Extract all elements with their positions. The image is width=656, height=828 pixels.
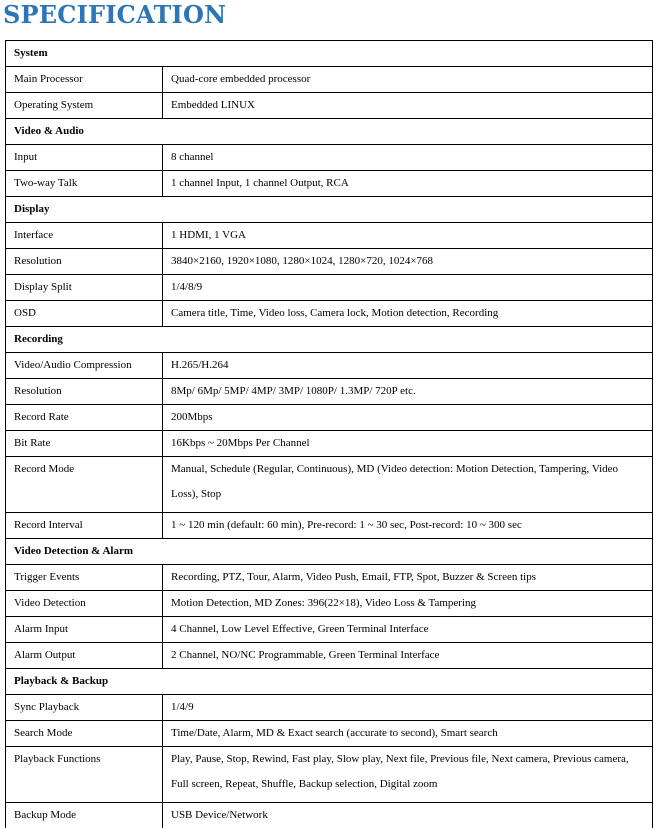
spec-value: Motion Detection, MD Zones: 396(22×18), Video Loss & Tampering	[163, 591, 653, 617]
spec-label: Video/Audio Compression	[6, 353, 163, 379]
spec-row	[6, 223, 653, 249]
spec-value: 1 channel Input, 1 channel Output, RCA	[163, 171, 653, 197]
spec-value: 200Mbps	[163, 405, 653, 431]
spec-label: Display Split	[6, 275, 163, 301]
spec-label: Interface	[6, 223, 163, 249]
spec-row	[6, 67, 653, 93]
spec-value: 1 ~ 120 min (default: 60 min), Pre-record: 1 ~ 30 sec, Post-record: 10 ~ 300 sec	[163, 513, 653, 539]
specification-table	[5, 40, 653, 828]
spec-label: Record Mode	[6, 457, 163, 513]
section-header-row	[6, 119, 653, 145]
spec-row	[6, 275, 653, 301]
spec-label: Trigger Events	[6, 565, 163, 591]
spec-value: H.265/H.264	[163, 353, 653, 379]
section-title: Video & Audio	[6, 119, 653, 145]
section-header-row	[6, 539, 653, 565]
spec-label: Video Detection	[6, 591, 163, 617]
spec-label: Alarm Output	[6, 643, 163, 669]
spec-row	[6, 695, 653, 721]
section-header-row	[6, 669, 653, 695]
section-title: Playback & Backup	[6, 669, 653, 695]
spec-row	[6, 353, 653, 379]
spec-value: 16Kbps ~ 20Mbps Per Channel	[163, 431, 653, 457]
spec-row	[6, 617, 653, 643]
spec-value: 4 Channel, Low Level Effective, Green Terminal Interface	[163, 617, 653, 643]
section-header-row	[6, 41, 653, 67]
spec-value: Play, Pause, Stop, Rewind, Fast play, Slow play, Next file, Previous file, Next camera, Previous camera, Full screen, Repeat, Shuffle, Backup selection, Digital zoom	[163, 747, 653, 803]
spec-value: 2 Channel, NO/NC Programmable, Green Terminal Interface	[163, 643, 653, 669]
spec-row	[6, 747, 653, 803]
spec-label: Resolution	[6, 379, 163, 405]
spec-row	[6, 405, 653, 431]
section-title: Display	[6, 197, 653, 223]
spec-label: Alarm Input	[6, 617, 163, 643]
spec-row	[6, 643, 653, 669]
spec-value: Manual, Schedule (Regular, Continuous), MD (Video detection: Motion Detection, Tampering, Video Loss), Stop	[163, 457, 653, 513]
spec-label: Record Interval	[6, 513, 163, 539]
spec-label: Bit Rate	[6, 431, 163, 457]
spec-row	[6, 249, 653, 275]
spec-value: Camera title, Time, Video loss, Camera lock, Motion detection, Recording	[163, 301, 653, 327]
spec-row	[6, 145, 653, 171]
spec-label: Search Mode	[6, 721, 163, 747]
page-title: SPECIFICATION	[3, 1, 226, 29]
spec-value: 8 channel	[163, 145, 653, 171]
spec-value: 8Mp/ 6Mp/ 5MP/ 4MP/ 3MP/ 1080P/ 1.3MP/ 720P etc.	[163, 379, 653, 405]
spec-row	[6, 803, 653, 828]
spec-row	[6, 93, 653, 119]
spec-label: Input	[6, 145, 163, 171]
spec-label: Operating System	[6, 93, 163, 119]
spec-label: Main Processor	[6, 67, 163, 93]
spec-label: OSD	[6, 301, 163, 327]
spec-row	[6, 721, 653, 747]
spec-label: Sync Playback	[6, 695, 163, 721]
spec-label: Playback Functions	[6, 747, 163, 803]
section-header-row	[6, 327, 653, 353]
spec-value: Time/Date, Alarm, MD & Exact search (accurate to second), Smart search	[163, 721, 653, 747]
spec-row	[6, 457, 653, 513]
spec-value: Quad-core embedded processor	[163, 67, 653, 93]
section-title: Video Detection & Alarm	[6, 539, 653, 565]
spec-label: Backup Mode	[6, 803, 163, 828]
spec-value: 3840×2160, 1920×1080, 1280×1024, 1280×720, 1024×768	[163, 249, 653, 275]
spec-label: Record Rate	[6, 405, 163, 431]
spec-row	[6, 301, 653, 327]
spec-row	[6, 171, 653, 197]
spec-row	[6, 431, 653, 457]
spec-value: USB Device/Network	[163, 803, 653, 828]
spec-value: 1/4/9	[163, 695, 653, 721]
specification-table-body	[6, 41, 653, 828]
spec-row	[6, 591, 653, 617]
spec-row	[6, 379, 653, 405]
spec-label: Two-way Talk	[6, 171, 163, 197]
spec-row	[6, 565, 653, 591]
section-header-row	[6, 197, 653, 223]
spec-value: 1 HDMI, 1 VGA	[163, 223, 653, 249]
spec-value: 1/4/8/9	[163, 275, 653, 301]
section-title: System	[6, 41, 653, 67]
spec-value: Embedded LINUX	[163, 93, 653, 119]
spec-value: Recording, PTZ, Tour, Alarm, Video Push, Email, FTP, Spot, Buzzer & Screen tips	[163, 565, 653, 591]
spec-row	[6, 513, 653, 539]
spec-label: Resolution	[6, 249, 163, 275]
section-title: Recording	[6, 327, 653, 353]
